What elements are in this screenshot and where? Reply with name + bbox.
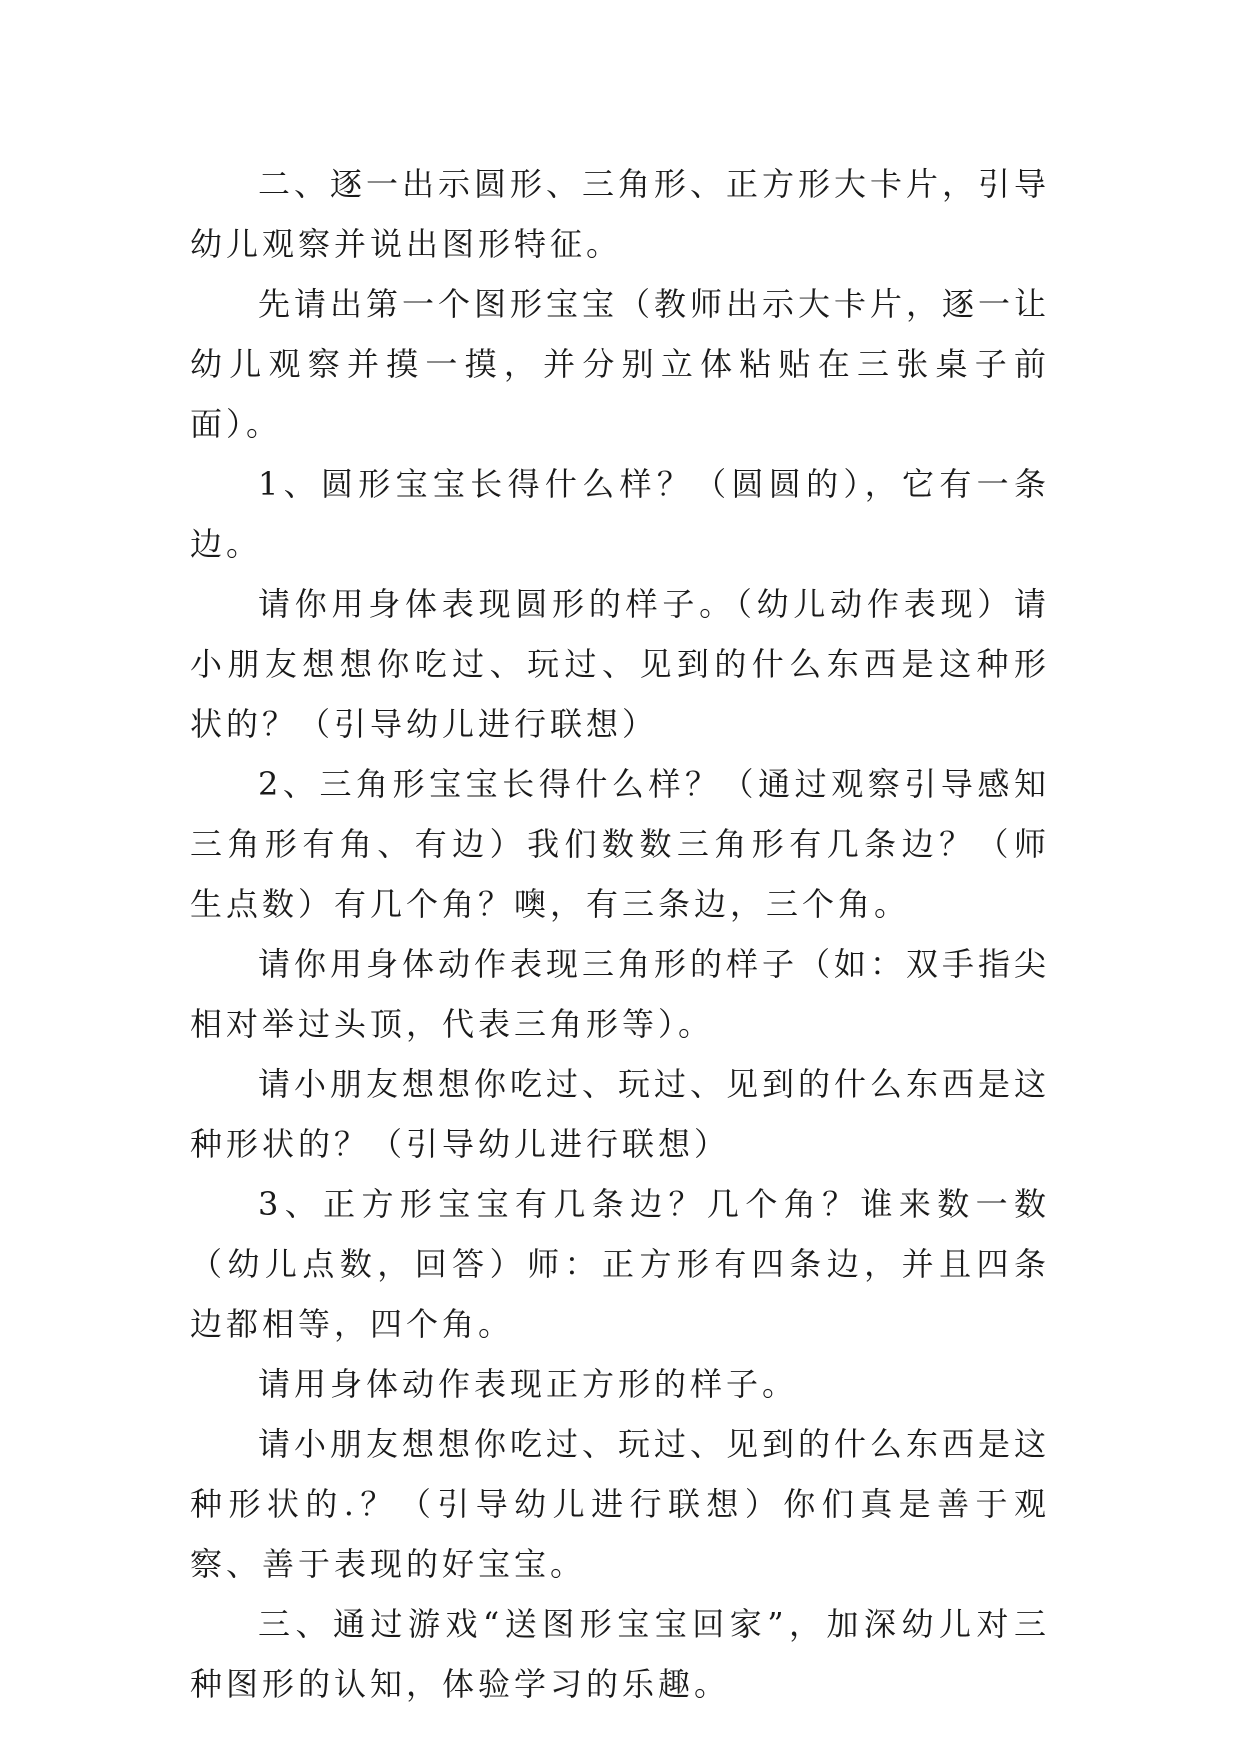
- paragraph-step-three: 三、通过游戏“送图形宝宝回家”，加深幼儿对三种图形的认知，体验学习的乐趣。: [190, 1605, 1050, 1703]
- paragraph-triangle-body: 请你用身体动作表现三角形的样子（如：双手指尖相对举过头顶，代表三角形等）。: [190, 945, 1051, 1043]
- paragraph-step-two: 二、逐一出示圆形、三角形、正方形大卡片，引导幼儿观察并说出图形特征。: [190, 165, 1051, 263]
- paragraph-circle-body: 请你用身体表现圆形的样子。（幼儿动作表现）请小朋友想想你吃过、玩过、见到的什么东西是这种形状的？（引导幼儿进行联想）: [190, 585, 1050, 743]
- paragraph-circle-question: 1、圆形宝宝长得什么样？（圆圆的），它有一条边。: [190, 465, 1050, 563]
- document-body: [190, 154, 1050, 1714]
- paragraph-square-association: 请小朋友想想你吃过、玩过、见到的什么东西是这种形状的.？（引导幼儿进行联想）你们真是善于观察、善于表现的好宝宝。: [190, 1425, 1051, 1583]
- paragraph-square-question: 3、正方形宝宝有几条边？几个角？谁来数一数（幼儿点数，回答）师：正方形有四条边，并且四条边都相等，四个角。: [190, 1185, 1050, 1343]
- paragraph-square-body: 请用身体动作表现正方形的样子。: [258, 1365, 799, 1403]
- paragraph-first-shape: 先请出第一个图形宝宝（教师出示大卡片，逐一让幼儿观察并摸一摸，并分别立体粘贴在三张桌子前面）。: [190, 285, 1051, 443]
- paragraph-triangle-association: 请小朋友想想你吃过、玩过、见到的什么东西是这种形状的？（引导幼儿进行联想）: [190, 1065, 1051, 1163]
- paragraph-triangle-question: 2、三角形宝宝长得什么样？（通过观察引导感知三角形有角、有边）我们数数三角形有几条边？（师生点数）有几个角？噢，有三条边，三个角。: [190, 765, 1050, 923]
